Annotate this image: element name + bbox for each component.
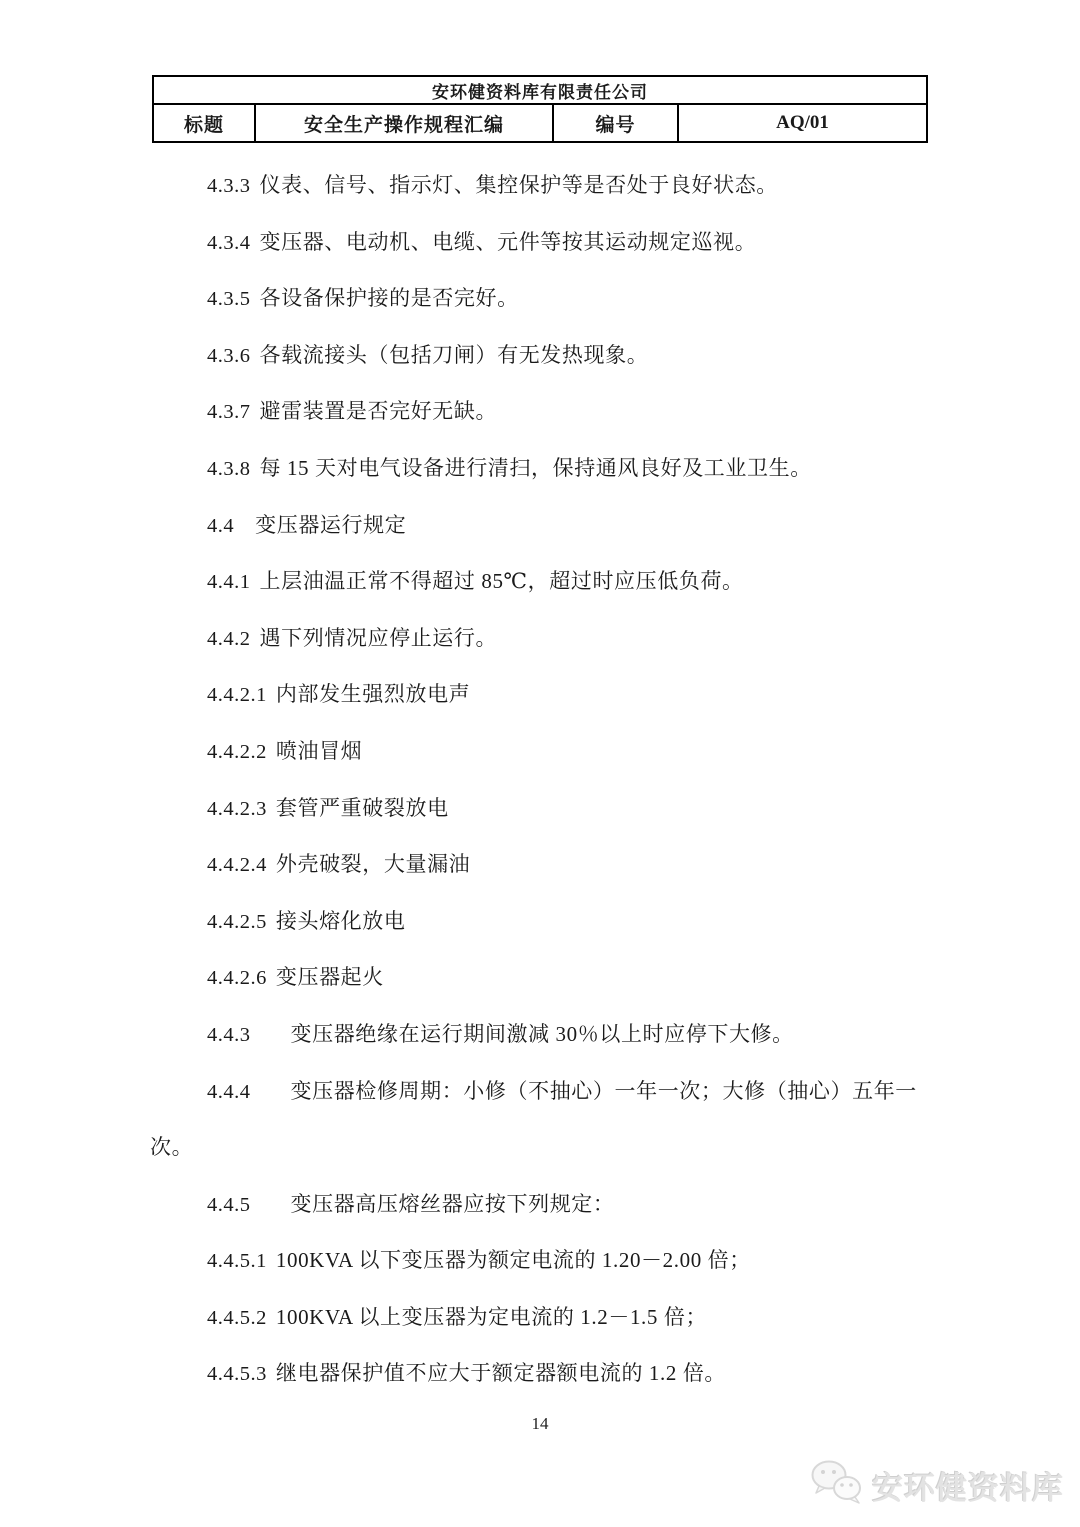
clause-number: 4.4.2.4: [207, 854, 267, 877]
clause-text: 次。: [150, 1135, 194, 1160]
clause-number: 4.3.4: [207, 231, 251, 254]
clause-text: 变压器高压熔丝器应按下列规定：: [290, 1191, 615, 1216]
clause-text: 继电器保护值不应大于额定器额电流的 1.2 倍。: [275, 1361, 727, 1386]
clause-text: 内部发生强烈放电声: [275, 682, 471, 707]
body-line: [150, 497, 940, 554]
title-value: 安全生产操作规程汇编: [255, 104, 553, 142]
body-line: [150, 157, 940, 214]
company-name: 安环健资料库有限责任公司: [153, 76, 927, 104]
clause-text: 接头熔化放电: [275, 908, 406, 933]
watermark-text: 安环健资料库: [872, 1471, 1064, 1506]
body-line: [150, 610, 940, 667]
clause-text: 遇下列情况应停止运行。: [259, 625, 498, 650]
body-line: [150, 1345, 940, 1402]
clause-text: 每 15 天对电气设备进行清扫，保持通风良好及工业卫生。: [259, 455, 812, 480]
body-line: [150, 214, 940, 271]
clause-text: 变压器运行规定: [255, 512, 407, 537]
clause-number: 4.4.3: [207, 1023, 251, 1046]
number-value: AQ/01: [678, 104, 927, 142]
company-row: [153, 76, 927, 104]
clause-number: 4.3.7: [207, 401, 251, 424]
clause-text: 变压器检修周期：小修（不抽心）一年一次；大修（抽心）五年一: [290, 1078, 917, 1103]
page-number: 14: [531, 1414, 549, 1433]
body-line: [150, 1232, 940, 1289]
title-label: 标题: [153, 104, 255, 142]
body-line: [150, 780, 940, 837]
body-text: [150, 157, 940, 1402]
clause-text: 仪表、信号、指示灯、集控保护等是否处于良好状态。: [259, 173, 778, 197]
body-line: [150, 270, 940, 327]
body-line: [150, 1119, 940, 1176]
clause-number: 4.4.4: [207, 1080, 251, 1103]
clause-number: 4.4.2.5: [207, 910, 267, 933]
clause-text: 变压器起火: [275, 965, 384, 990]
clause-number: 4.4.5.1: [207, 1250, 267, 1273]
body-line: [150, 553, 940, 610]
body-line: [150, 1063, 940, 1120]
clause-text: 变压器、电动机、电缆、元件等按其运动规定巡视。: [259, 229, 757, 254]
clause-number: 4.3.5: [207, 288, 251, 311]
clause-number: 4.3.3: [207, 175, 251, 197]
clause-number: 4.4.2.2: [207, 740, 267, 763]
clause-text: 喷油冒烟: [275, 738, 363, 763]
body-line: [150, 440, 940, 497]
body-line: [150, 1176, 940, 1233]
body-line: [150, 949, 940, 1006]
clause-text: 100KVA 以上变压器为定电流的 1.2－1.5 倍；: [275, 1304, 708, 1329]
clause-number: 4.4.5.3: [207, 1363, 267, 1386]
number-label: 编号: [553, 104, 678, 142]
body-line: [150, 836, 940, 893]
body-line: [150, 383, 940, 440]
clause-text: 各设备保护接的是否完好。: [259, 286, 519, 311]
clause-number: 4.3.8: [207, 457, 251, 480]
clause-text: 套管严重破裂放电: [275, 795, 449, 820]
clause-number: 4.4.5.2: [207, 1306, 267, 1329]
clause-text: 避雷装置是否完好无缺。: [259, 399, 498, 424]
clause-number: 4.4.1: [207, 571, 251, 594]
meta-row: [153, 104, 927, 142]
clause-number: 4.4.2: [207, 627, 251, 650]
wechat-bubbles-icon: [808, 1459, 866, 1512]
body-line: [150, 666, 940, 723]
body-line: [150, 327, 940, 384]
header-table: [152, 75, 928, 143]
clause-text: 外壳破裂，大量漏油: [275, 852, 471, 877]
clause-text: 各载流接头（包括刀闸）有无发热现象。: [259, 342, 649, 367]
body-line: [150, 723, 940, 780]
clause-text: 上层油温正常不得超过 85℃，超过时应压低负荷。: [259, 569, 744, 594]
clause-number: 4.4.2.3: [207, 797, 267, 820]
watermark: [808, 1459, 1064, 1512]
body-line: [150, 893, 940, 950]
body-line: [150, 1289, 940, 1346]
clause-number: 4.4.2.1: [207, 684, 267, 707]
clause-text: 100KVA 以下变压器为额定电流的 1.20－2.00 倍；: [275, 1248, 751, 1273]
clause-number: 4.3.6: [207, 344, 251, 367]
clause-number: 4.4: [207, 514, 235, 537]
clause-text: 变压器绝缘在运行期间激减 30％以上时应停下大修。: [290, 1021, 794, 1046]
body-line: [150, 1006, 940, 1063]
clause-number: 4.4.5: [207, 1193, 251, 1216]
clause-number: 4.4.2.6: [207, 967, 267, 990]
